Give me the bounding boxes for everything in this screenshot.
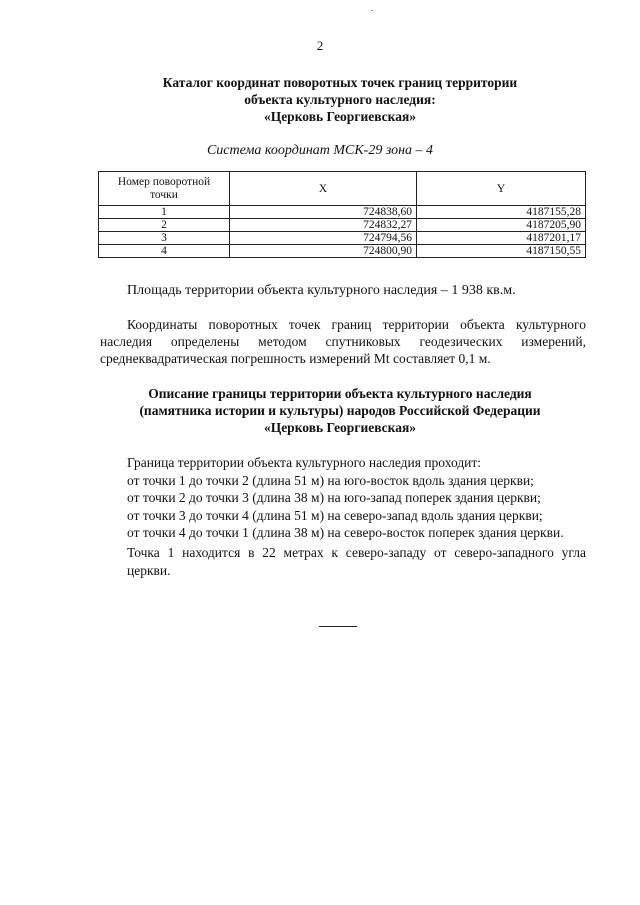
table-row xyxy=(99,245,586,258)
table-row xyxy=(99,219,586,232)
boundary-title xyxy=(80,385,600,436)
boundary-intro: Граница территории объекта культурного наследия проходит: xyxy=(127,455,482,470)
coordinate-system: Система координат МСК-29 зона – 4 xyxy=(206,143,434,158)
point-location: Точка 1 находится в 22 метрах к северо-западу от северо-западного угла церкви. xyxy=(127,544,586,578)
cell-point: 1 xyxy=(99,206,230,219)
cell-y: 4187150,55 xyxy=(417,245,586,258)
boundary-segment-4: от точки 4 до точки 1 (длина 38 м) на северо-восток поперек здания церкви. xyxy=(127,525,564,541)
scan-speck xyxy=(371,10,373,11)
cell-y: 4187155,28 xyxy=(417,206,586,219)
coordinates-table xyxy=(98,171,586,258)
cell-x: 724838,60 xyxy=(230,206,417,219)
table-row xyxy=(99,206,586,219)
boundary-description xyxy=(100,454,586,579)
cell-x: 724794,56 xyxy=(230,232,417,245)
header-point-number: Номер поворотной точки xyxy=(99,172,230,206)
boundary-segment-1: от точки 1 до точки 2 (длина 51 м) на юго-восток вдоль здания церкви; xyxy=(127,472,534,488)
boundary-segment-2: от точки 2 до точки 3 (длина 38 м) на юго-запад поперек здания церкви; xyxy=(127,490,541,506)
header-y: Y xyxy=(417,172,586,206)
cell-point: 2 xyxy=(99,219,230,232)
cell-x: 724800,90 xyxy=(230,245,417,258)
cell-point: 4 xyxy=(99,245,230,258)
cell-y: 4187201,17 xyxy=(417,232,586,245)
boundary-title-line-2: (памятника истории и культуры) народов Российской Федерации xyxy=(139,403,541,418)
catalog-title xyxy=(80,74,600,125)
boundary-title-line-3: «Церковь Георгиевская» xyxy=(263,420,417,435)
accuracy-text: Координаты поворотных точек границ территории объекта культурного наследия определены методом спутниковых геодезических измерений, среднеквадратическая погрешность измерений Mt составляет 0,1 м. xyxy=(100,317,586,366)
table-row xyxy=(99,232,586,245)
cell-point: 3 xyxy=(99,232,230,245)
area-statement: Площадь территории объекта культурного наследия – 1 938 кв.м. xyxy=(127,283,516,298)
cell-y: 4187205,90 xyxy=(417,219,586,232)
cell-x: 724832,27 xyxy=(230,219,417,232)
page-number: 2 xyxy=(316,38,324,53)
boundary-title-line-1: Описание границы территории объекта культурного наследия xyxy=(148,386,532,401)
table-header-row xyxy=(99,172,586,206)
boundary-segment-3: от точки 3 до точки 4 (длина 51 м) на северо-запад вдоль здания церкви; xyxy=(127,507,543,523)
catalog-title-line-3: «Церковь Георгиевская» xyxy=(263,109,417,124)
catalog-title-line-1: Каталог координат поворотных точек границ территории xyxy=(162,75,518,90)
header-x: X xyxy=(230,172,417,206)
end-rule xyxy=(319,626,357,627)
catalog-title-line-2: объекта культурного наследия: xyxy=(244,92,436,107)
accuracy-paragraph xyxy=(100,316,586,367)
